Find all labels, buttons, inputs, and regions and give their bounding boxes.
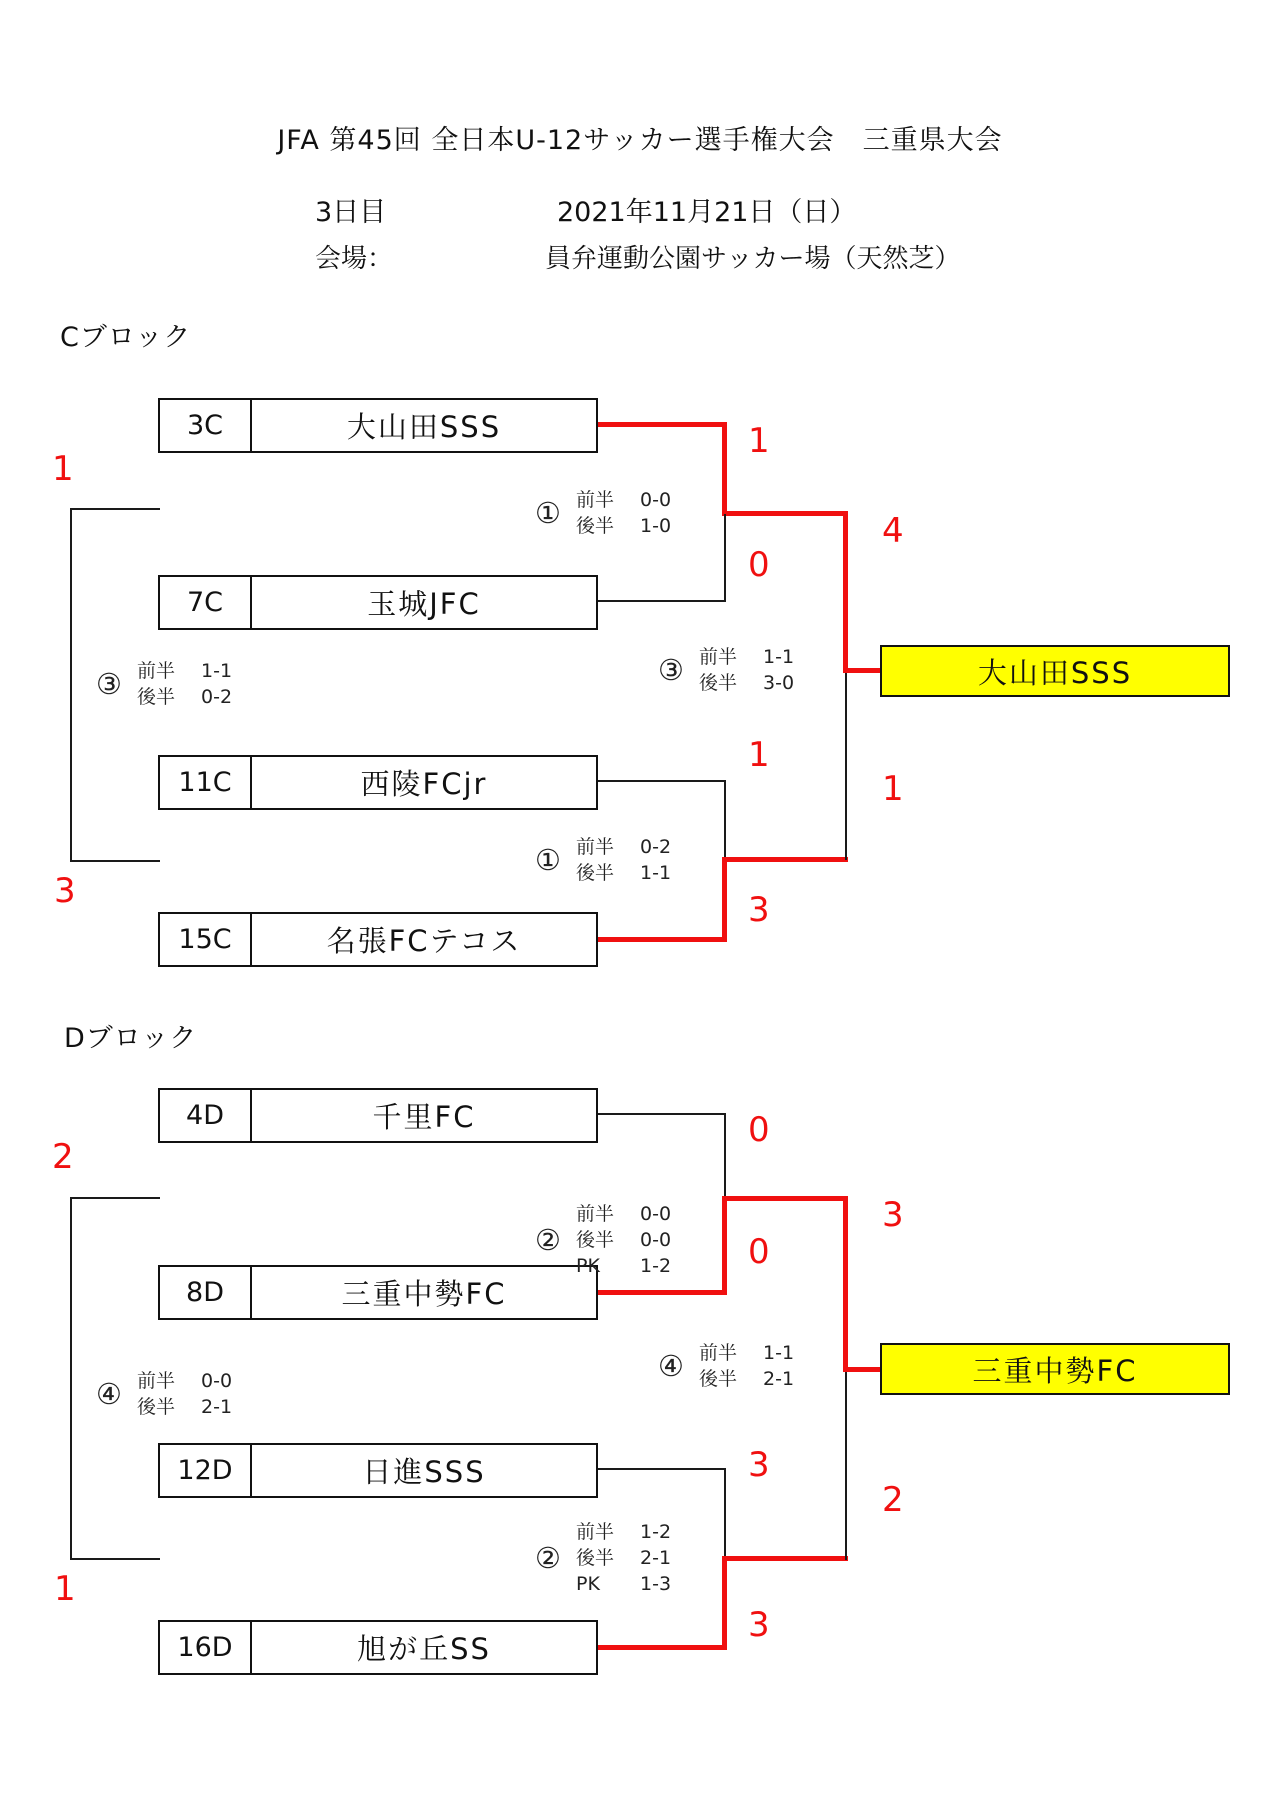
half-label: 後半 (137, 686, 176, 708)
match-info-third (96, 658, 232, 710)
team-seed: 4D (160, 1090, 252, 1141)
team-box (158, 1443, 598, 1498)
bracket-line (70, 1197, 160, 1199)
score-sf2-top: 3 (748, 1445, 770, 1485)
team-seed: 11C (160, 757, 252, 808)
bracket-line (598, 1468, 724, 1470)
team-name: 西陵FCjr (360, 767, 488, 801)
bracket-line-winner (843, 1196, 848, 1372)
team-name: 千里FC (372, 1100, 476, 1134)
half-score: 2-1 (640, 1547, 672, 1569)
match-number: ② (535, 1540, 561, 1575)
bracket-line-winner (843, 1367, 880, 1372)
half-label: 後半 (576, 1547, 615, 1569)
team-name: 名張FCテコス (326, 924, 522, 958)
team-seed: 16D (160, 1622, 252, 1673)
score-third-bottom: 1 (54, 1569, 76, 1609)
half-label: 前半 (576, 489, 615, 511)
score-final-top: 4 (882, 511, 904, 551)
bracket-line (70, 1558, 160, 1560)
bracket-line-winner (598, 937, 727, 942)
half-label: 前半 (576, 1521, 615, 1543)
half-label: 後半 (699, 672, 738, 694)
team-box (158, 912, 598, 967)
bracket-line (598, 600, 724, 602)
bracket-line-winner (843, 511, 848, 673)
match-number: ① (535, 842, 561, 877)
half-score: 0-2 (640, 836, 672, 858)
half-label: 前半 (699, 1342, 738, 1364)
score-sf1-bottom: 0 (748, 545, 770, 585)
team-name: 三重中勢FC (341, 1277, 507, 1311)
half-label: 前半 (576, 1203, 615, 1225)
team-box (158, 1265, 598, 1320)
bracket-line-winner (722, 857, 727, 942)
half-label: 前半 (137, 660, 176, 682)
match-info-sf2 (535, 834, 671, 886)
bracket-line-winner (722, 1196, 848, 1201)
team-box (158, 575, 598, 630)
bracket-line (70, 508, 160, 510)
match-number: ② (535, 1222, 561, 1257)
event-date: 2021年11月21日（日） (557, 197, 857, 228)
score-third-top: 1 (52, 449, 74, 489)
team-seed: 8D (160, 1267, 252, 1318)
bracket-line (70, 860, 160, 862)
half-label: 前半 (137, 1370, 176, 1392)
half-score: 1-1 (640, 862, 672, 884)
bracket-line-winner (722, 1196, 727, 1295)
half-label: 後半 (137, 1396, 176, 1418)
pk-score: 1-3 (640, 1573, 672, 1595)
half-score: 0-0 (640, 1203, 672, 1225)
score-third-bottom: 3 (54, 871, 76, 911)
team-seed: 12D (160, 1445, 252, 1496)
half-score: 1-0 (640, 515, 672, 537)
pk-label: PK (576, 1255, 600, 1277)
half-score: 2-1 (763, 1368, 795, 1390)
bracket-line (724, 1468, 726, 1560)
half-score: 3-0 (763, 672, 795, 694)
pk-score: 1-2 (640, 1255, 672, 1277)
team-box (158, 755, 598, 810)
block-d-label: Dブロック (64, 1023, 198, 1054)
score-final-bottom: 2 (882, 1480, 904, 1520)
match-info-sf1 (535, 487, 671, 539)
champion-box: 三重中勢FC (880, 1343, 1230, 1395)
day-label: 3日目 (315, 197, 387, 228)
match-info-final (658, 1340, 794, 1392)
half-label: 前半 (576, 836, 615, 858)
half-score: 0-0 (640, 489, 672, 511)
half-score: 1-1 (763, 1342, 795, 1364)
pk-label: PK (576, 1573, 600, 1595)
bracket-line (598, 1113, 724, 1115)
score-sf2-bottom: 3 (748, 1605, 770, 1645)
bracket-line-winner (722, 511, 848, 516)
bracket-line (724, 780, 726, 860)
score-sf1-bottom: 0 (748, 1232, 770, 1272)
half-score: 1-2 (640, 1521, 672, 1543)
half-score: 1-1 (763, 646, 795, 668)
team-name: 大山田SSS (346, 410, 502, 444)
team-box (158, 1620, 598, 1675)
team-seed: 7C (160, 577, 252, 628)
half-score: 0-2 (201, 686, 233, 708)
bracket-line-winner (722, 1556, 848, 1561)
match-number: ④ (658, 1348, 684, 1383)
match-info-sf1 (535, 1201, 671, 1279)
match-number: ④ (96, 1376, 122, 1411)
page-title: JFA 第45回 全日本U-12サッカー選手権大会 三重県大会 (277, 125, 1003, 156)
score-sf1-top: 1 (748, 421, 770, 461)
score-sf1-top: 0 (748, 1110, 770, 1150)
bracket-line-winner (598, 1290, 727, 1295)
team-name: 日進SSS (362, 1455, 486, 1489)
bracket-line-winner (722, 1556, 727, 1650)
match-info-sf2 (535, 1519, 671, 1597)
match-info-third (96, 1368, 232, 1420)
match-number: ① (535, 495, 561, 530)
bracket-line-winner (598, 1645, 727, 1650)
bracket-line (70, 508, 72, 862)
half-label: 後半 (576, 515, 615, 537)
bracket-line (598, 780, 724, 782)
half-score: 1-1 (201, 660, 233, 682)
team-name: 玉城JFC (367, 587, 481, 621)
bracket-line (845, 673, 847, 860)
team-box (158, 1088, 598, 1143)
match-info-final (658, 644, 794, 696)
bracket-line-winner (843, 668, 880, 673)
team-name: 旭が丘SS (357, 1632, 491, 1666)
half-score: 0-0 (201, 1370, 233, 1392)
bracket-line (724, 1113, 726, 1200)
half-label: 後半 (576, 1229, 615, 1251)
bracket-line (845, 1372, 847, 1560)
block-c-label: Cブロック (60, 322, 192, 353)
score-sf2-bottom: 3 (748, 890, 770, 930)
half-label: 後半 (576, 862, 615, 884)
team-seed: 15C (160, 914, 252, 965)
half-label: 後半 (699, 1368, 738, 1390)
score-third-top: 2 (52, 1137, 74, 1177)
bracket-line (70, 1197, 72, 1560)
venue-name: 員弁運動公園サッカー場（天然芝） (545, 244, 961, 274)
match-number: ③ (658, 652, 684, 687)
venue-label: 会場： (315, 244, 394, 274)
half-score: 0-0 (640, 1229, 672, 1251)
score-sf2-top: 1 (748, 735, 770, 775)
half-score: 2-1 (201, 1396, 233, 1418)
score-final-top: 3 (882, 1195, 904, 1235)
team-box (158, 398, 598, 453)
bracket-line-winner (722, 422, 727, 516)
champion-box: 大山田SSS (880, 645, 1230, 697)
half-label: 前半 (699, 646, 738, 668)
team-seed: 3C (160, 400, 252, 451)
bracket-line (724, 514, 726, 602)
bracket-line-winner (598, 422, 727, 427)
score-final-bottom: 1 (882, 769, 904, 809)
match-number: ③ (96, 666, 122, 701)
bracket-line-winner (722, 857, 848, 862)
